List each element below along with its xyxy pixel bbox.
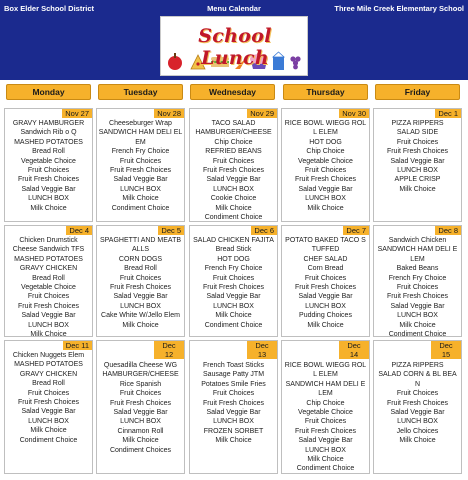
menu-item: Milk Choice bbox=[307, 456, 344, 464]
menu-item: LUNCH BOX bbox=[28, 195, 69, 203]
day-cell-tuesday bbox=[96, 108, 185, 222]
menu-item: Chicken Drumstick bbox=[19, 237, 78, 244]
day-header-thursday: Thursday bbox=[283, 84, 368, 100]
date-label: Nov 27 bbox=[62, 109, 92, 118]
menu-item: HOT DOG bbox=[217, 255, 250, 263]
menu-item: Bread Roll bbox=[32, 380, 65, 388]
day-header-tuesday: Tuesday bbox=[98, 84, 183, 100]
menu-item: Salad Veggie Bar bbox=[390, 302, 445, 310]
menu-item: Milk Choice bbox=[399, 437, 436, 445]
menu-item: HOT DOG bbox=[309, 138, 342, 146]
menu-item: Fruit Fresh Choices bbox=[294, 284, 357, 292]
menu-item: Fruit Choices bbox=[304, 418, 347, 426]
menu-item: Milk Choice bbox=[30, 427, 67, 435]
menu-item: Cake White W/Jello Elem bbox=[101, 312, 180, 320]
menu-item: PIZZA RIPPERS bbox=[391, 120, 444, 127]
menu-item: LUNCH BOX bbox=[28, 321, 69, 329]
menu-item: GRAVY CHICKEN bbox=[19, 265, 78, 273]
menu-item: Potatoes Smile Fries bbox=[201, 380, 266, 388]
date-label: Nov 30 bbox=[339, 109, 369, 118]
menu-item: Fruit Fresh Choices bbox=[202, 167, 265, 175]
menu-item: SALAD SIDE bbox=[396, 129, 439, 137]
menu-item: Fruit Choices bbox=[396, 284, 439, 292]
menu-items bbox=[191, 236, 276, 330]
menu-item: Chip Choice bbox=[214, 138, 253, 146]
day-cell-tuesday bbox=[96, 340, 185, 474]
menu-item: Condiment Choices bbox=[109, 446, 172, 454]
menu-item: FROZEN SORBET bbox=[203, 427, 264, 435]
menu-item: Milk Choice bbox=[30, 204, 67, 212]
menu-item: Condiment Choice bbox=[296, 465, 355, 473]
menu-item: LUNCH BOX bbox=[120, 185, 161, 193]
menu-item: French Toast Sticks bbox=[203, 362, 264, 369]
menu-item: Fruit Choices bbox=[119, 390, 162, 398]
menu-item: Fruit Fresh Choices bbox=[17, 176, 80, 184]
menu-item: Bread Roll bbox=[32, 148, 65, 156]
menu-item: Corn Bread bbox=[307, 265, 344, 273]
menu-item: MASHED POTATOES bbox=[14, 138, 83, 146]
day-cell-friday bbox=[373, 225, 462, 337]
menu-item: Fruit Fresh Choices bbox=[202, 399, 265, 407]
menu-item: REFRIED BEANS bbox=[205, 148, 262, 156]
menu-item: LEM bbox=[318, 390, 333, 398]
menu-item: Sandwich Chicken bbox=[388, 237, 447, 244]
date-label: Dec 11 bbox=[63, 341, 92, 350]
date-label: Dec 7 bbox=[343, 226, 369, 235]
menu-item: Fruit Fresh Choices bbox=[386, 293, 449, 301]
menu-item: LUNCH BOX bbox=[397, 418, 438, 426]
menu-item: French Fry Choice bbox=[111, 148, 170, 156]
menu-items bbox=[98, 236, 183, 330]
day-cell-friday bbox=[373, 340, 462, 474]
menu-item: Fruit Fresh Choices bbox=[202, 284, 265, 292]
menu-item: Condiment Choice bbox=[204, 321, 263, 329]
day-header-wednesday: Wednesday bbox=[190, 84, 275, 100]
menu-item: Fruit Fresh Choices bbox=[17, 399, 80, 407]
menu-item: SALAD CHICKEN FAJITA bbox=[193, 237, 274, 244]
menu-item: Chip Choice bbox=[306, 399, 345, 407]
menu-item: Salad Veggie Bar bbox=[390, 157, 445, 165]
menu-item: French Fry Choice bbox=[204, 265, 263, 273]
menu-item: Bread Roll bbox=[124, 265, 157, 273]
menu-item: Fruit Choices bbox=[212, 157, 255, 165]
menu-item: French Fry Choice bbox=[388, 274, 447, 282]
menu-item: Milk Choice bbox=[307, 321, 344, 329]
menu-item: Cinnamon Roll bbox=[117, 427, 164, 435]
menu-item: Fruit Choices bbox=[119, 157, 162, 165]
menu-items bbox=[375, 361, 460, 446]
menu-items bbox=[283, 236, 368, 330]
date-label: Dec 1 bbox=[435, 109, 461, 118]
menu-items bbox=[375, 119, 460, 194]
menu-item: LUNCH BOX bbox=[120, 418, 161, 426]
menu-item: GRAVY HAMBURGER bbox=[12, 120, 85, 127]
menu-item: Milk Choice bbox=[399, 185, 436, 193]
menu-item: Quesadilla Cheese WG bbox=[103, 362, 178, 369]
menu-item: Cookie Choice bbox=[210, 195, 257, 203]
menu-item: Chip Choice bbox=[306, 148, 345, 156]
date-label: Dec 8 bbox=[435, 226, 461, 235]
calendar-week-2 bbox=[0, 225, 468, 337]
menu-item: Salad Veggie Bar bbox=[113, 293, 168, 301]
banner-title: School Lunch bbox=[198, 25, 272, 69]
day-cell-friday bbox=[373, 108, 462, 222]
day-header-monday: Monday bbox=[6, 84, 91, 100]
menu-item: Salad Veggie Bar bbox=[298, 293, 353, 301]
menu-item: Salad Veggie Bar bbox=[21, 312, 76, 320]
menu-item: Salad Veggie Bar bbox=[206, 409, 261, 417]
menu-item: Bread Roll bbox=[32, 274, 65, 282]
menu-item: Salad Veggie Bar bbox=[298, 437, 353, 445]
menu-item: Fruit Choices bbox=[27, 389, 70, 397]
menu-item: Condiment Choice bbox=[19, 436, 78, 444]
menu-item: Cheeseburger Wrap bbox=[109, 120, 172, 127]
menu-items bbox=[191, 361, 276, 446]
menu-item: Sausage Patty JTM bbox=[202, 371, 265, 379]
date-label: Nov 28 bbox=[154, 109, 184, 118]
menu-items bbox=[6, 236, 91, 337]
day-cell-tuesday bbox=[96, 225, 185, 337]
day-cell-wednesday bbox=[189, 340, 278, 474]
menu-item: Condiment Choice bbox=[111, 204, 170, 212]
menu-item: Bread Stick bbox=[215, 246, 252, 254]
menu-item: Fruit Fresh Choices bbox=[294, 176, 357, 184]
menu-item: Jello Choices bbox=[396, 427, 439, 435]
menu-items bbox=[283, 119, 368, 213]
menu-item: Salad Veggie Bar bbox=[390, 409, 445, 417]
district-name: Box Elder School District bbox=[4, 4, 95, 13]
date-label: Dec 12 bbox=[154, 341, 184, 359]
day-cell-monday bbox=[4, 108, 93, 222]
menu-item: Fruit Fresh Choices bbox=[294, 427, 357, 435]
day-cell-thursday bbox=[281, 108, 370, 222]
day-cell-monday bbox=[4, 225, 93, 337]
menu-items bbox=[191, 119, 276, 222]
menu-item: Fruit Choices bbox=[304, 274, 347, 282]
menu-item: LUNCH BOX bbox=[305, 302, 346, 310]
menu-item: Fruit Fresh Choices bbox=[109, 284, 172, 292]
menu-item: Condiment Choice bbox=[204, 214, 263, 222]
menu-item: Vegetable Choice bbox=[298, 409, 353, 417]
menu-item: LEM bbox=[410, 255, 425, 263]
menu-item: Milk Choice bbox=[307, 204, 344, 212]
menu-item: Milk Choice bbox=[122, 437, 159, 445]
menu-item: TACO SALAD bbox=[211, 120, 256, 127]
menu-items bbox=[6, 119, 91, 213]
page-title: Menu Calendar bbox=[207, 4, 261, 13]
menu-item: Salad Veggie Bar bbox=[113, 409, 168, 417]
menu-item: Pudding Choices bbox=[299, 312, 352, 320]
menu-item: Fruit Choices bbox=[212, 390, 255, 398]
calendar-week-3 bbox=[0, 340, 468, 474]
menu-item: SANDWICH HAM DELI E bbox=[285, 380, 366, 388]
day-cell-thursday bbox=[281, 340, 370, 474]
menu-item: PIZZA RIPPERS bbox=[391, 362, 444, 369]
day-header-friday: Friday bbox=[375, 84, 460, 100]
menu-item: LUNCH BOX bbox=[397, 312, 438, 320]
menu-item: Rice Spanish bbox=[119, 380, 162, 388]
menu-item: LUNCH BOX bbox=[213, 185, 254, 193]
menu-item: Milk Choice bbox=[215, 437, 252, 445]
school-lunch-banner bbox=[160, 16, 308, 76]
menu-item: LUNCH BOX bbox=[305, 195, 346, 203]
menu-item: Baked Beans bbox=[396, 265, 439, 273]
menu-item: LUNCH BOX bbox=[213, 418, 254, 426]
menu-item: Vegetable Choice bbox=[21, 284, 76, 292]
menu-item: APPLE CRISP bbox=[394, 176, 441, 184]
menu-item: Fruit Choices bbox=[396, 390, 439, 398]
menu-item: HAMBURGER/CHEESE bbox=[102, 371, 179, 379]
date-label: Dec 15 bbox=[431, 341, 461, 359]
menu-item: LUNCH BOX bbox=[397, 167, 438, 175]
menu-item: Cheese Sandwich TFS bbox=[12, 246, 85, 254]
menu-item: Salad Veggie Bar bbox=[21, 408, 76, 416]
menu-item: MASHED POTATOES bbox=[14, 361, 83, 369]
menu-item: ALLS bbox=[131, 246, 150, 254]
day-cell-thursday bbox=[281, 225, 370, 337]
menu-item: RICE BOWL WIEGG ROL bbox=[284, 362, 367, 369]
date-label: Dec 14 bbox=[339, 341, 369, 359]
menu-item: Milk Choice bbox=[30, 331, 67, 337]
day-cell-wednesday bbox=[189, 225, 278, 337]
menu-item: Salad Veggie Bar bbox=[298, 185, 353, 193]
menu-item: Fruit Choices bbox=[212, 274, 255, 282]
menu-items bbox=[98, 119, 183, 213]
menu-item: SANDWICH HAM DELI E bbox=[377, 246, 458, 254]
menu-item: Condiment Choice bbox=[388, 331, 447, 337]
menu-item: Salad Veggie Bar bbox=[206, 293, 261, 301]
menu-item: Fruit Fresh Choices bbox=[17, 302, 80, 310]
day-cell-monday bbox=[4, 340, 93, 474]
menu-item: L ELEM bbox=[313, 129, 338, 137]
menu-item: Milk Choice bbox=[122, 321, 159, 329]
menu-item: Milk Choice bbox=[215, 204, 252, 212]
menu-item: EM bbox=[135, 138, 146, 146]
menu-item: Fruit Choices bbox=[396, 138, 439, 146]
menu-item: Chicken Nuggets Elem bbox=[12, 352, 85, 359]
weekday-header-row bbox=[0, 84, 468, 100]
menu-item: Fruit Fresh Choices bbox=[386, 399, 449, 407]
date-label: Dec 5 bbox=[158, 226, 184, 235]
school-name: Three Mile Creek Elementary School bbox=[334, 4, 464, 13]
menu-items bbox=[98, 361, 183, 455]
menu-item: Milk Choice bbox=[215, 312, 252, 320]
menu-item: Fruit Choices bbox=[27, 167, 70, 175]
menu-items bbox=[6, 351, 91, 445]
menu-item: L ELEM bbox=[313, 371, 338, 379]
menu-item: Salad Veggie Bar bbox=[206, 176, 261, 184]
menu-item: N bbox=[414, 380, 421, 388]
calendar-week-1 bbox=[0, 108, 468, 222]
menu-item: Milk Choice bbox=[399, 321, 436, 329]
menu-item: Fruit Choices bbox=[27, 293, 70, 301]
menu-item: Fruit Fresh Choices bbox=[386, 148, 449, 156]
menu-item: Sandwich Rib o Q bbox=[20, 129, 77, 137]
menu-item: SANDWICH HAM DELI EL bbox=[98, 129, 183, 137]
menu-item: SPAGHETTI AND MEATB bbox=[99, 237, 182, 244]
menu-item: TUFFED bbox=[311, 246, 340, 254]
menu-item: Salad Veggie Bar bbox=[21, 185, 76, 193]
menu-item: HAMBURGER/CHEESE bbox=[195, 129, 272, 137]
date-label: Dec 6 bbox=[251, 226, 277, 235]
header-bar bbox=[0, 0, 468, 80]
menu-item: LUNCH BOX bbox=[305, 446, 346, 454]
menu-item: Fruit Fresh Choices bbox=[109, 399, 172, 407]
menu-item: POTATO BAKED TACO S bbox=[285, 237, 366, 244]
menu-item: RICE BOWL WIEGG ROL bbox=[284, 120, 367, 127]
menu-item: Vegetable Choice bbox=[21, 157, 76, 165]
date-label: Nov 29 bbox=[247, 109, 277, 118]
menu-item: Fruit Fresh Choices bbox=[109, 167, 172, 175]
date-label: Dec 4 bbox=[66, 226, 92, 235]
menu-item: Milk Choice bbox=[122, 195, 159, 203]
menu-item: SALAD CORN & BL BEA bbox=[378, 371, 457, 379]
menu-items bbox=[283, 361, 368, 474]
menu-item: LUNCH BOX bbox=[120, 302, 161, 310]
menu-item: GRAVY CHICKEN bbox=[19, 370, 78, 378]
menu-item: CORN DOGS bbox=[118, 255, 163, 263]
menu-item: Vegetable Choice bbox=[298, 157, 353, 165]
menu-item: Fruit Choices bbox=[304, 167, 347, 175]
menu-item: LUNCH BOX bbox=[213, 302, 254, 310]
menu-item: Fruit Choices bbox=[119, 274, 162, 282]
menu-item: LUNCH BOX bbox=[28, 417, 69, 425]
menu-item: MASHED POTATOES bbox=[14, 255, 83, 263]
menu-item: CHEF SALAD bbox=[303, 255, 348, 263]
day-cell-wednesday bbox=[189, 108, 278, 222]
menu-item: Salad Veggie Bar bbox=[113, 176, 168, 184]
date-label: Dec 13 bbox=[247, 341, 277, 359]
menu-items bbox=[375, 236, 460, 337]
